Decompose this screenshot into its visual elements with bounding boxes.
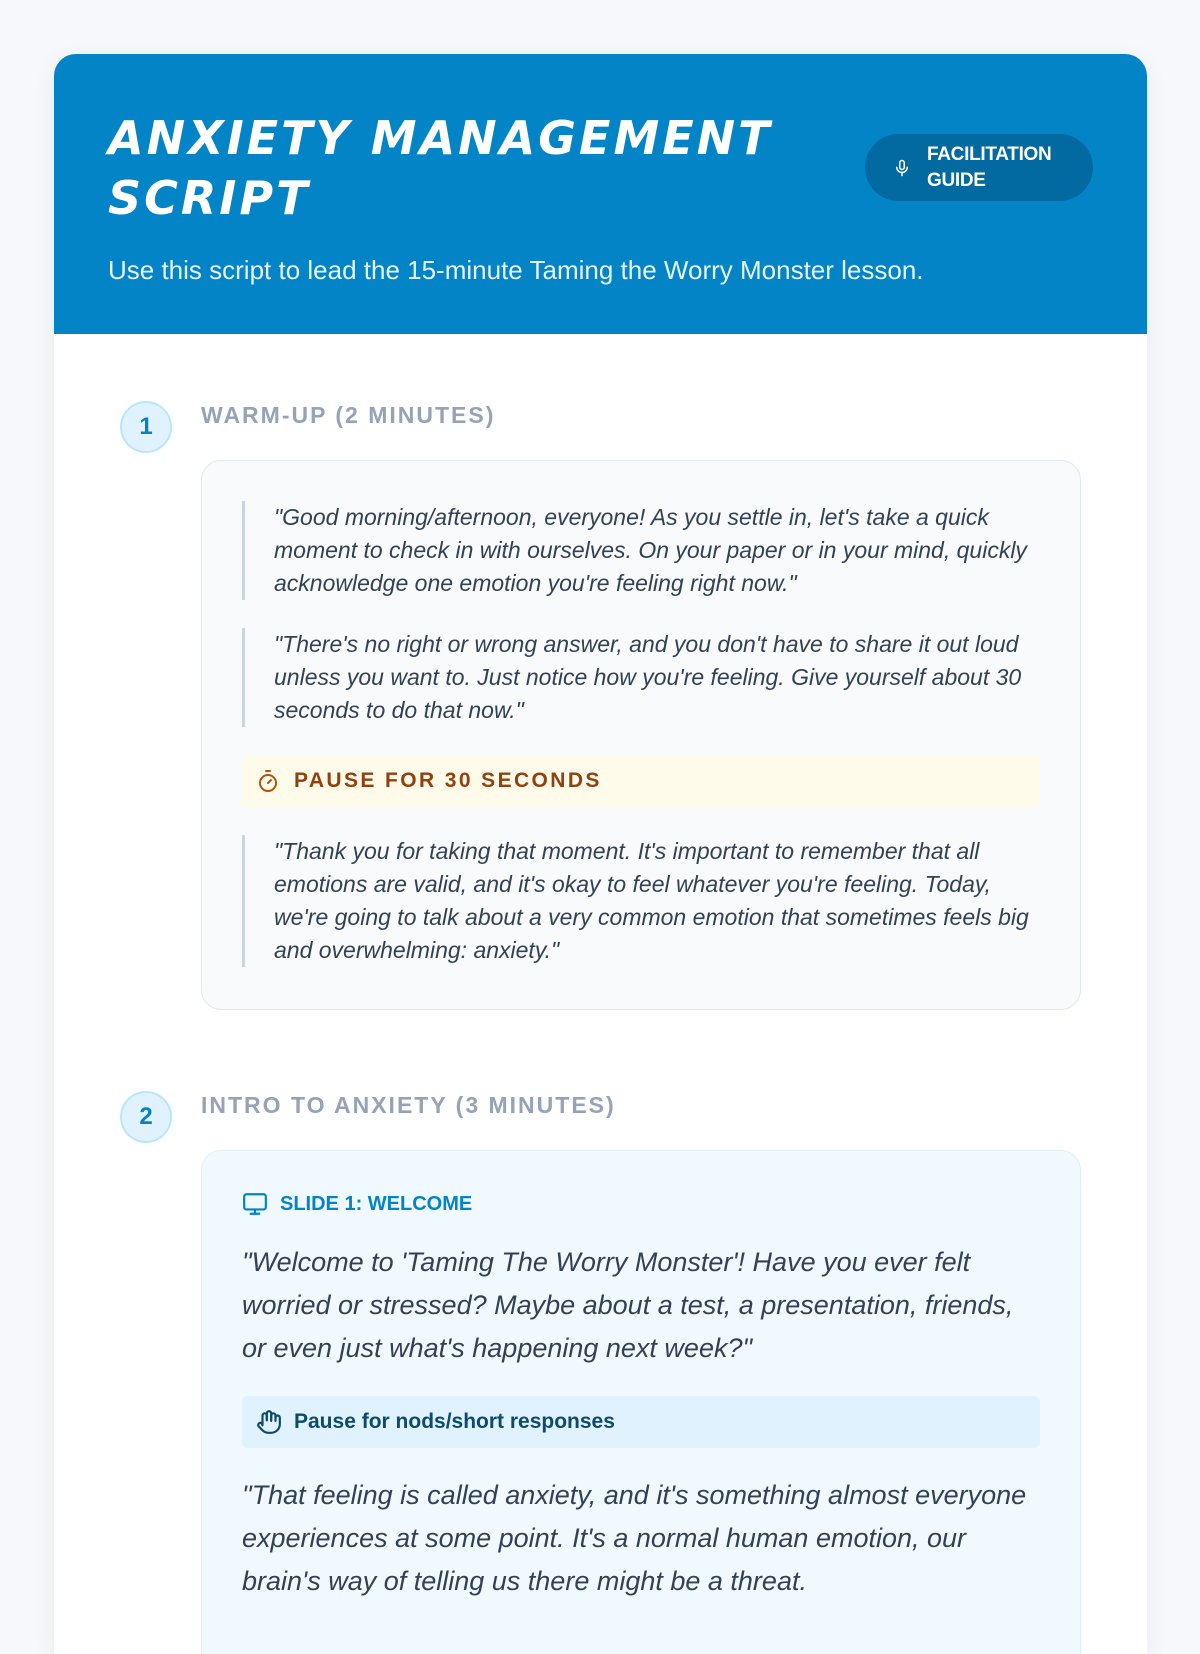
section-title-warm-up: WARM-UP (2 MINUTES) bbox=[201, 402, 496, 428]
pause-label: Pause for nods/short responses bbox=[294, 1410, 615, 1433]
step-number-2: 2 bbox=[120, 1091, 172, 1143]
pause-callout bbox=[242, 1396, 1040, 1448]
script-quote: "That feeling is called anxiety, and it's something almost everyone experiences at some point. It's a normal human emotion, our brain's way of telling us there might be a threat. bbox=[242, 1480, 1027, 1596]
header bbox=[54, 54, 1147, 334]
intro-script-box bbox=[201, 1150, 1081, 1654]
script-quote: "Thank you for taking that moment. It's important to remember that all emotions are valid, and it's okay to feel whatever you're feeling. Today, we're going to talk about a very common emotion that sometimes feels big and overwhelming: anxiety." bbox=[242, 835, 1040, 967]
slide-label-text: SLIDE 1: WELCOME bbox=[280, 1192, 473, 1215]
script-card bbox=[54, 54, 1147, 1654]
hand-icon bbox=[256, 1409, 282, 1435]
badge-label: FACILITATION GUIDE bbox=[927, 143, 1052, 191]
facilitation-guide-badge bbox=[865, 134, 1093, 201]
section-title-intro-to-anxiety: INTRO TO ANXIETY (3 MINUTES) bbox=[201, 1092, 616, 1118]
script-quote: "There's no right or wrong answer, and you don't have to share it out loud unless you want to. Just notice how you're feeling. Give yourself about 30 seconds to do that now." bbox=[242, 628, 1040, 727]
timer-icon bbox=[256, 769, 280, 793]
pause-callout bbox=[242, 755, 1040, 807]
page-subtitle: Use this script to lead the 15-minute Taming the Worry Monster lesson. bbox=[108, 255, 924, 285]
warm-up-script-box bbox=[201, 460, 1081, 1010]
slide-label bbox=[242, 1191, 1040, 1217]
microphone-icon bbox=[893, 159, 911, 177]
monitor-icon bbox=[242, 1191, 268, 1217]
page-title: ANXIETY MANAGEMENT SCRIPT bbox=[108, 111, 773, 225]
script-quote: "Welcome to 'Taming The Worry Monster'! Have you ever felt worried or stressed? Maybe about a test, a presentation, friends, or even just what's happening next week?" bbox=[242, 1247, 1014, 1363]
step-number-1: 1 bbox=[120, 401, 172, 453]
pause-label: PAUSE FOR 30 SECONDS bbox=[294, 769, 602, 792]
script-quote: "Good morning/afternoon, everyone! As you settle in, let's take a quick moment to check in with ourselves. On your paper or in your mind, quickly acknowledge one emotion you're feeling right now." bbox=[242, 501, 1040, 600]
